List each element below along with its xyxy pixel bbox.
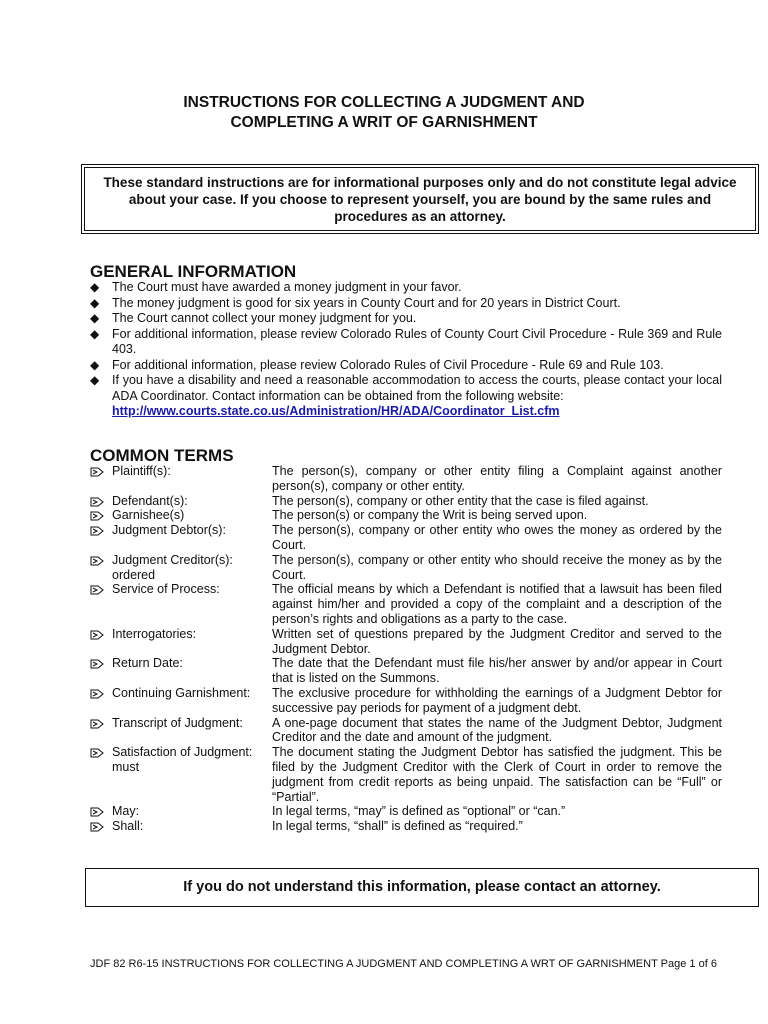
arrow-box-icon [90,466,104,481]
term-row [90,494,722,509]
term-definition: The person(s), company or other entity who should receive the money as by the Court. [272,552,722,582]
term-row [90,745,722,804]
list-item [90,327,722,358]
general-information-heading: GENERAL INFORMATION [90,262,297,281]
term-label: Judgment Debtor(s): [112,523,226,538]
term-row [90,508,722,523]
term-label: Service of Process: [112,582,220,597]
ada-coordinator-link[interactable]: http://www.courts.state.co.us/Administration/HR/ADA/Coordinator_List.cfm [112,404,560,418]
diamond-bullet-icon: ◆ [90,373,100,387]
term-label: Continuing Garnishment: [112,685,251,700]
term-row [90,553,722,583]
term-row [90,686,722,716]
term-label: Return Date: [112,656,183,671]
bullet-text: If you have a disability and need a reasonable accommodation to access the courts, please contact your local ADA Coordinator. Contact information can be obtained from the following website: [112,373,722,403]
term-row [90,656,722,686]
term-label: Transcript of Judgment: [112,715,243,730]
arrow-box-icon [90,525,104,540]
list-item [90,296,722,312]
arrow-box-icon [90,629,104,644]
term-definition: The person(s), company or other entity who owes the money as ordered by the Court. [272,523,722,552]
term-label: Shall: [112,819,144,834]
diamond-bullet-icon: ◆ [90,326,100,341]
disclaimer-box [81,164,759,234]
term-definition: Written set of questions prepared by the Judgment Creditor and served to the Judgment Debtor. [272,626,722,656]
diamond-bullet-icon: ◆ [90,280,100,294]
general-information-list [90,280,722,420]
arrow-box-icon [90,747,104,762]
arrow-box-icon [90,658,104,673]
term-label: Satisfaction of Judgment: must [112,745,253,774]
term-definition: The person(s), company or other entity that the case is filed against. [272,493,649,508]
term-row [90,464,722,494]
term-definition: The person(s) or company the Writ is being served upon. [272,508,588,523]
arrow-box-icon [90,821,104,836]
list-item [90,373,722,420]
term-row [90,523,722,553]
document-title [0,93,768,133]
arrow-box-icon [90,718,104,733]
diamond-bullet-icon: ◆ [90,295,100,310]
term-row [90,716,722,746]
page-footer: JDF 82 R6-15 INSTRUCTIONS FOR COLLECTING A JUDGMENT AND COMPLETING A WRT OF GARNISHMENT Page 1 of 6 [90,958,717,970]
term-label: Garnishee(s) [112,508,185,523]
bullet-text: The Court must have awarded a money judgment in your favor. [112,280,462,294]
title-line-2: COMPLETING A WRIT OF GARNISHMENT [230,114,538,131]
diamond-bullet-icon: ◆ [90,357,100,372]
contact-attorney-notice: If you do not understand this information, please contact an attorney. [85,868,759,907]
title-line-1: INSTRUCTIONS FOR COLLECTING A JUDGMENT AND [183,94,585,111]
bullet-text: For additional information, please review Colorado Rules of Civil Procedure - Rule 69 and Rule 103. [112,357,664,372]
arrow-box-icon [90,584,104,599]
common-terms-list [90,464,722,834]
term-row [90,819,722,834]
common-terms-heading: COMMON TERMS [90,446,234,465]
term-row [90,582,722,626]
bullet-text: The money judgment is good for six years in County Court and for 20 years in District Court. [112,295,621,310]
term-definition: The date that the Defendant must file his/her answer by and/or appear in Court that is listed on the Summons. [272,656,722,686]
term-definition: The official means by which a Defendant is notified that a lawsuit has been filed against him/her and provided a copy of the complaint and a description of the person’s rights and obligations as a party to the case. [272,582,722,626]
term-definition: The person(s), company or other entity filing a Complaint against another person(s), company or other entity. [272,464,722,493]
arrow-box-icon [90,555,104,570]
term-row [90,627,722,657]
term-label: Defendant(s): [112,493,188,508]
diamond-bullet-icon: ◆ [90,311,100,325]
bullet-text: For additional information, please review Colorado Rules of County Court Civil Procedure - Rule 369 and Rule 403. [112,326,722,356]
list-item [90,280,722,296]
disclaimer-text: These standard instructions are for informational purposes only and do not constitute legal advice about your case. If you choose to represent yourself, you are bound by the same rules and procedures as an attorney. [103,175,737,224]
term-label: Interrogatories: [112,626,197,641]
term-definition: A one-page document that states the name of the Judgment Debtor, Judgment Creditor and the date and amount of the judgment. [272,715,722,745]
term-definition: The exclusive procedure for withholding the earnings of a Judgment Debtor for successive pay periods for payment of a judgment debt. [272,685,722,715]
bullet-text: The Court cannot collect your money judgment for you. [112,311,417,325]
term-label: Plaintiff(s): [112,464,171,478]
arrow-box-icon [90,688,104,703]
term-label: May: [112,804,140,819]
term-label: Judgment Creditor(s): ordered [112,552,233,582]
term-definition: In legal terms, “shall” is defined as “required.” [272,819,523,834]
term-definition: In legal terms, “may” is defined as “optional” or “can.” [272,804,566,819]
list-item [90,311,722,327]
term-definition: The document stating the Judgment Debtor has satisfied the judgment. This be filed by the Judgment Creditor with the Clerk of Court in order to remove the judgment from credit reports as being unpaid. The satisfaction can be “Full” or “Partial”. [272,745,722,804]
term-row [90,804,722,819]
list-item [90,358,722,374]
